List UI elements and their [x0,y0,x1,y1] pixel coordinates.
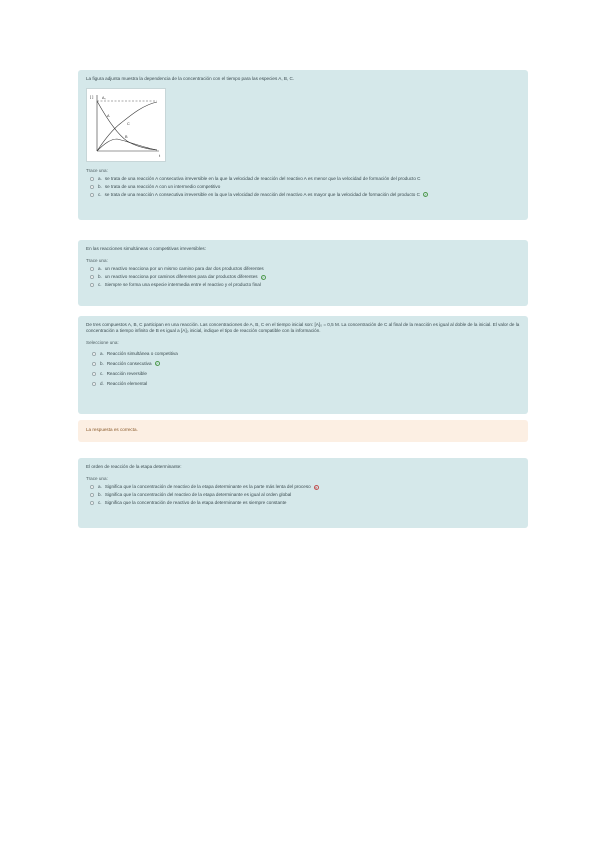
option-text: se trata de una reacción A consecutiva irreversible en la que la velocidad de reacción del reactivo A es menor que la velocidad de formación del producto C [104,176,421,182]
radio-button[interactable] [92,372,96,376]
concentration-time-figure [86,88,166,162]
option-letter: d. [100,381,104,387]
a0-label: A₀ [102,96,106,101]
option-letter: b. [98,492,102,498]
option-a[interactable] [92,351,520,357]
option-a[interactable] [90,266,520,272]
question-card-3 [78,316,528,414]
select-label: Trace una: [86,476,108,482]
radio-button[interactable] [90,485,94,489]
question-text: La figura adjunta muestra la dependencia de la concentración con el tiempo para las especies A, B, C. [86,76,295,81]
x-axis-label: t [159,153,161,159]
option-text: un reactivo reacciona por un mismo camino para dar dos productos diferentes [104,266,264,272]
radio-button[interactable] [90,185,94,189]
y-axis-label: [ ] [90,94,94,100]
option-a[interactable] [90,176,520,182]
question-card-4 [78,458,528,528]
option-b[interactable] [92,361,520,367]
option-letter: c. [98,191,102,197]
question-text: En las reacciones simultáneas o competitivas irreversibles: [86,246,206,251]
series-b-label: B [125,135,128,140]
feedback-text: La respuesta es correcta. [86,427,138,432]
concentration-plot [87,89,165,161]
radio-button[interactable] [90,267,94,271]
option-text: Reacción consecutiva [106,360,152,366]
option-letter: c. [98,281,102,287]
radio-button[interactable] [92,382,96,386]
radio-button[interactable] [92,352,96,356]
question-card-1 [78,70,528,220]
option-text: Reacción elemental [106,381,148,387]
options-list [86,266,520,288]
correct-check-icon: ✓ [423,193,427,198]
option-letter: a. [98,484,102,490]
options-list [86,351,520,388]
select-label: Trace una: [86,168,108,174]
select-label: Trace una: [86,258,108,264]
option-d[interactable] [92,381,520,387]
option-letter: a. [98,266,102,272]
option-b[interactable] [90,184,520,190]
option-b[interactable] [90,492,520,498]
feedback-box [78,420,528,442]
option-c[interactable] [90,282,520,288]
radio-button[interactable] [90,283,94,287]
option-c[interactable] [92,371,520,377]
incorrect-cross-icon: ✕ [314,485,318,490]
radio-button[interactable] [90,193,94,197]
option-text: un reactivo reacciona por caminos diferentes para dar productos diferentes [104,274,258,280]
option-letter: c. [98,499,102,505]
options-list [86,176,520,198]
option-text: Significa que la concentración de reactivo de la etapa determinante es la parte más lenta del proceso [104,484,311,490]
option-c[interactable] [90,500,520,506]
options-list [86,484,520,506]
option-text: Siempre se forma una especie intermedia entre el reactivo y el producto final [104,281,261,287]
series-c-label: C [127,122,130,127]
option-letter: a. [98,176,102,182]
option-letter: a. [100,350,104,356]
radio-button[interactable] [90,177,94,181]
radio-button[interactable] [90,275,94,279]
correct-check-icon: ✓ [155,362,159,367]
option-text: Reacción simultánea o competitiva [106,350,178,356]
option-text: Significa que la concentración del reactivo de la etapa determinante es igual al orden global [104,492,292,498]
option-c[interactable] [90,192,520,198]
option-b[interactable] [90,274,520,280]
correct-check-icon: ✓ [261,275,265,280]
question-text: El orden de reacción de la etapa determinante: [86,464,182,469]
select-label: Seleccione una: [86,340,119,346]
option-letter: b. [100,360,104,366]
option-text: Significa que la concentración de reactivo de la etapa determinante es siempre constante [104,499,287,505]
option-text: se trata de una reacción A con un intermedio competitivo [104,184,221,190]
radio-button[interactable] [90,493,94,497]
option-letter: b. [98,274,102,280]
question-card-2 [78,240,528,306]
radio-button[interactable] [92,362,96,366]
option-letter: b. [98,184,102,190]
option-text: se trata de una reacción A consecutiva irreversible en la que la velocidad de reacción del reactivo A es mayor que la velocidad de formación del producto C [104,191,420,197]
option-a[interactable] [90,484,520,490]
option-letter: c. [100,370,104,376]
radio-button[interactable] [90,501,94,505]
series-a-label: A [107,114,110,119]
option-text: Reacción reversible [106,370,147,376]
question-text: De tres compuestos A, B, C participan en una reacción. Las concentraciones de A, B, C en el tiempo inicial son: [A]₀ = 0,5 M. La concentración de C al final de la reacción es igual al doble de la inicial. El valor de la concentración a tiempo infinito de B es igual a [A]₀ inicial, indique el tipo de reacción compatible con la información. [86,322,520,334]
